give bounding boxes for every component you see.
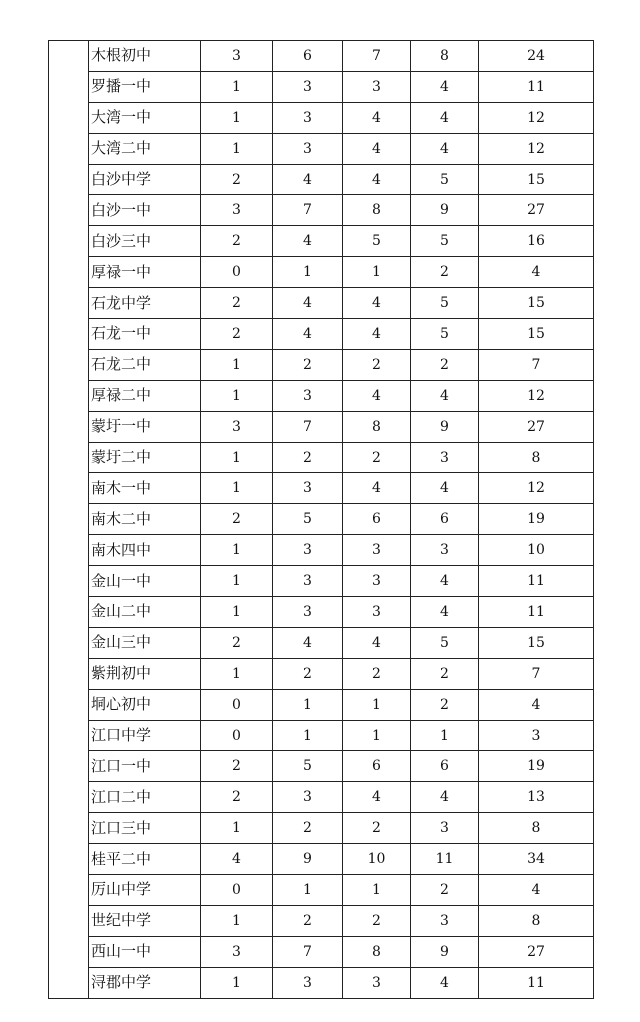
table-row [49, 782, 594, 813]
value-cell: 5 [411, 164, 479, 195]
school-name-cell: 罗播一中 [89, 71, 201, 102]
value-cell: 3 [201, 936, 273, 967]
value-cell: 3 [201, 195, 273, 226]
value-cell: 1 [343, 875, 411, 906]
value-cell: 1 [201, 535, 273, 566]
value-cell: 3 [273, 102, 343, 133]
total-cell: 15 [479, 319, 594, 350]
table-row [49, 133, 594, 164]
school-name-cell: 大湾一中 [89, 102, 201, 133]
value-cell: 1 [273, 257, 343, 288]
total-cell: 7 [479, 658, 594, 689]
value-cell: 2 [411, 875, 479, 906]
school-name-cell: 白沙一中 [89, 195, 201, 226]
value-cell: 8 [343, 936, 411, 967]
value-cell: 5 [411, 226, 479, 257]
value-cell: 3 [273, 133, 343, 164]
school-name-cell: 紫荆初中 [89, 658, 201, 689]
value-cell: 2 [273, 905, 343, 936]
total-cell: 15 [479, 627, 594, 658]
value-cell: 3 [343, 597, 411, 628]
value-cell: 2 [201, 288, 273, 319]
value-cell: 3 [343, 967, 411, 998]
value-cell: 4 [201, 844, 273, 875]
value-cell: 4 [273, 627, 343, 658]
school-name-cell: 江口中学 [89, 720, 201, 751]
school-name-cell: 金山二中 [89, 597, 201, 628]
table-row [49, 689, 594, 720]
table-row [49, 257, 594, 288]
value-cell: 4 [273, 164, 343, 195]
value-cell: 3 [273, 782, 343, 813]
school-name-cell: 木根初中 [89, 41, 201, 72]
value-cell: 4 [411, 133, 479, 164]
school-name-cell: 江口一中 [89, 751, 201, 782]
school-name-cell: 厚禄一中 [89, 257, 201, 288]
value-cell: 9 [411, 195, 479, 226]
value-cell: 4 [343, 164, 411, 195]
school-name-cell: 西山一中 [89, 936, 201, 967]
table-row [49, 102, 594, 133]
value-cell: 4 [343, 319, 411, 350]
value-cell: 1 [201, 380, 273, 411]
value-cell: 4 [343, 782, 411, 813]
value-cell: 4 [411, 782, 479, 813]
table-row [49, 844, 594, 875]
value-cell: 3 [273, 535, 343, 566]
school-name-cell: 蒙圩一中 [89, 411, 201, 442]
total-cell: 12 [479, 102, 594, 133]
total-cell: 34 [479, 844, 594, 875]
allocation-table [48, 40, 594, 999]
value-cell: 2 [201, 226, 273, 257]
value-cell: 0 [201, 689, 273, 720]
school-name-cell: 石龙一中 [89, 319, 201, 350]
value-cell: 4 [411, 102, 479, 133]
value-cell: 4 [411, 967, 479, 998]
district-cell [49, 41, 89, 999]
value-cell: 4 [343, 380, 411, 411]
table-row [49, 875, 594, 906]
value-cell: 1 [201, 349, 273, 380]
value-cell: 8 [343, 411, 411, 442]
value-cell: 6 [411, 751, 479, 782]
total-cell: 11 [479, 597, 594, 628]
value-cell: 1 [273, 689, 343, 720]
value-cell: 0 [201, 875, 273, 906]
value-cell: 1 [273, 875, 343, 906]
total-cell: 4 [479, 689, 594, 720]
value-cell: 4 [411, 473, 479, 504]
value-cell: 5 [273, 504, 343, 535]
value-cell: 0 [201, 720, 273, 751]
school-name-cell: 桂平二中 [89, 844, 201, 875]
total-cell: 12 [479, 380, 594, 411]
school-name-cell: 白沙中学 [89, 164, 201, 195]
value-cell: 9 [273, 844, 343, 875]
value-cell: 1 [201, 133, 273, 164]
value-cell: 3 [411, 905, 479, 936]
total-cell: 15 [479, 288, 594, 319]
value-cell: 1 [343, 720, 411, 751]
table-row [49, 380, 594, 411]
value-cell: 4 [343, 133, 411, 164]
table-row [49, 566, 594, 597]
school-name-cell: 南木四中 [89, 535, 201, 566]
table-row [49, 658, 594, 689]
value-cell: 4 [411, 71, 479, 102]
value-cell: 2 [343, 442, 411, 473]
table-row [49, 720, 594, 751]
value-cell: 5 [411, 627, 479, 658]
school-name-cell: 浔郡中学 [89, 967, 201, 998]
value-cell: 6 [273, 41, 343, 72]
school-name-cell: 江口三中 [89, 813, 201, 844]
value-cell: 4 [273, 226, 343, 257]
value-cell: 6 [343, 504, 411, 535]
value-cell: 3 [343, 535, 411, 566]
value-cell: 4 [411, 380, 479, 411]
value-cell: 2 [411, 689, 479, 720]
value-cell: 7 [273, 195, 343, 226]
table-body [49, 41, 594, 999]
school-name-cell: 南木一中 [89, 473, 201, 504]
value-cell: 7 [273, 936, 343, 967]
table-row [49, 627, 594, 658]
value-cell: 8 [343, 195, 411, 226]
value-cell: 9 [411, 411, 479, 442]
total-cell: 12 [479, 473, 594, 504]
table-row [49, 597, 594, 628]
school-name-cell: 南木二中 [89, 504, 201, 535]
value-cell: 2 [343, 658, 411, 689]
total-cell: 10 [479, 535, 594, 566]
table-row [49, 41, 594, 72]
value-cell: 1 [201, 442, 273, 473]
value-cell: 1 [201, 967, 273, 998]
value-cell: 5 [411, 319, 479, 350]
value-cell: 6 [343, 751, 411, 782]
value-cell: 1 [201, 71, 273, 102]
value-cell: 1 [343, 257, 411, 288]
total-cell: 8 [479, 905, 594, 936]
school-name-cell: 世纪中学 [89, 905, 201, 936]
total-cell: 7 [479, 349, 594, 380]
total-cell: 27 [479, 936, 594, 967]
value-cell: 2 [201, 319, 273, 350]
value-cell: 7 [343, 41, 411, 72]
total-cell: 8 [479, 442, 594, 473]
total-cell: 11 [479, 967, 594, 998]
value-cell: 2 [201, 504, 273, 535]
school-name-cell: 石龙二中 [89, 349, 201, 380]
table-row [49, 349, 594, 380]
total-cell: 16 [479, 226, 594, 257]
table-row [49, 813, 594, 844]
value-cell: 4 [343, 102, 411, 133]
table-row [49, 195, 594, 226]
value-cell: 2 [201, 782, 273, 813]
value-cell: 4 [343, 473, 411, 504]
total-cell: 24 [479, 41, 594, 72]
value-cell: 2 [343, 813, 411, 844]
table-row [49, 473, 594, 504]
value-cell: 4 [411, 597, 479, 628]
value-cell: 2 [273, 349, 343, 380]
total-cell: 27 [479, 411, 594, 442]
table-row [49, 411, 594, 442]
value-cell: 2 [201, 164, 273, 195]
school-name-cell: 白沙三中 [89, 226, 201, 257]
table-row [49, 504, 594, 535]
table-row [49, 319, 594, 350]
table-row [49, 288, 594, 319]
table-row [49, 751, 594, 782]
value-cell: 2 [343, 349, 411, 380]
total-cell: 19 [479, 504, 594, 535]
total-cell: 12 [479, 133, 594, 164]
value-cell: 1 [411, 720, 479, 751]
school-name-cell: 大湾二中 [89, 133, 201, 164]
value-cell: 3 [273, 71, 343, 102]
value-cell: 4 [343, 627, 411, 658]
school-name-cell: 金山三中 [89, 627, 201, 658]
value-cell: 3 [273, 566, 343, 597]
value-cell: 4 [273, 319, 343, 350]
total-cell: 11 [479, 71, 594, 102]
value-cell: 9 [411, 936, 479, 967]
total-cell: 15 [479, 164, 594, 195]
table-row [49, 71, 594, 102]
value-cell: 2 [411, 349, 479, 380]
value-cell: 2 [343, 905, 411, 936]
value-cell: 3 [201, 411, 273, 442]
total-cell: 4 [479, 875, 594, 906]
value-cell: 2 [201, 627, 273, 658]
value-cell: 3 [411, 813, 479, 844]
table-row [49, 967, 594, 998]
school-name-cell: 江口二中 [89, 782, 201, 813]
value-cell: 3 [273, 473, 343, 504]
school-name-cell: 厚禄二中 [89, 380, 201, 411]
value-cell: 4 [273, 288, 343, 319]
total-cell: 13 [479, 782, 594, 813]
value-cell: 1 [273, 720, 343, 751]
value-cell: 3 [201, 41, 273, 72]
value-cell: 5 [343, 226, 411, 257]
table-row [49, 905, 594, 936]
value-cell: 3 [411, 442, 479, 473]
value-cell: 3 [273, 967, 343, 998]
value-cell: 3 [411, 535, 479, 566]
total-cell: 11 [479, 566, 594, 597]
school-name-cell: 金山一中 [89, 566, 201, 597]
value-cell: 2 [273, 813, 343, 844]
value-cell: 5 [411, 288, 479, 319]
value-cell: 2 [201, 751, 273, 782]
value-cell: 8 [411, 41, 479, 72]
value-cell: 1 [201, 813, 273, 844]
value-cell: 11 [411, 844, 479, 875]
total-cell: 8 [479, 813, 594, 844]
value-cell: 6 [411, 504, 479, 535]
value-cell: 1 [343, 689, 411, 720]
value-cell: 0 [201, 257, 273, 288]
school-name-cell: 石龙中学 [89, 288, 201, 319]
school-name-cell: 垌心初中 [89, 689, 201, 720]
total-cell: 27 [479, 195, 594, 226]
school-name-cell: 厉山中学 [89, 875, 201, 906]
total-cell: 3 [479, 720, 594, 751]
value-cell: 4 [411, 566, 479, 597]
value-cell: 2 [411, 658, 479, 689]
value-cell: 2 [273, 442, 343, 473]
value-cell: 7 [273, 411, 343, 442]
value-cell: 10 [343, 844, 411, 875]
value-cell: 2 [411, 257, 479, 288]
value-cell: 2 [273, 658, 343, 689]
value-cell: 1 [201, 658, 273, 689]
school-name-cell: 蒙圩二中 [89, 442, 201, 473]
table-row [49, 535, 594, 566]
value-cell: 1 [201, 473, 273, 504]
value-cell: 3 [343, 566, 411, 597]
total-cell: 4 [479, 257, 594, 288]
value-cell: 5 [273, 751, 343, 782]
value-cell: 3 [343, 71, 411, 102]
value-cell: 1 [201, 597, 273, 628]
value-cell: 3 [273, 597, 343, 628]
table-row [49, 164, 594, 195]
value-cell: 4 [343, 288, 411, 319]
value-cell: 1 [201, 905, 273, 936]
value-cell: 3 [273, 380, 343, 411]
table-row [49, 442, 594, 473]
value-cell: 1 [201, 102, 273, 133]
value-cell: 1 [201, 566, 273, 597]
total-cell: 19 [479, 751, 594, 782]
table-row [49, 226, 594, 257]
table-row [49, 936, 594, 967]
